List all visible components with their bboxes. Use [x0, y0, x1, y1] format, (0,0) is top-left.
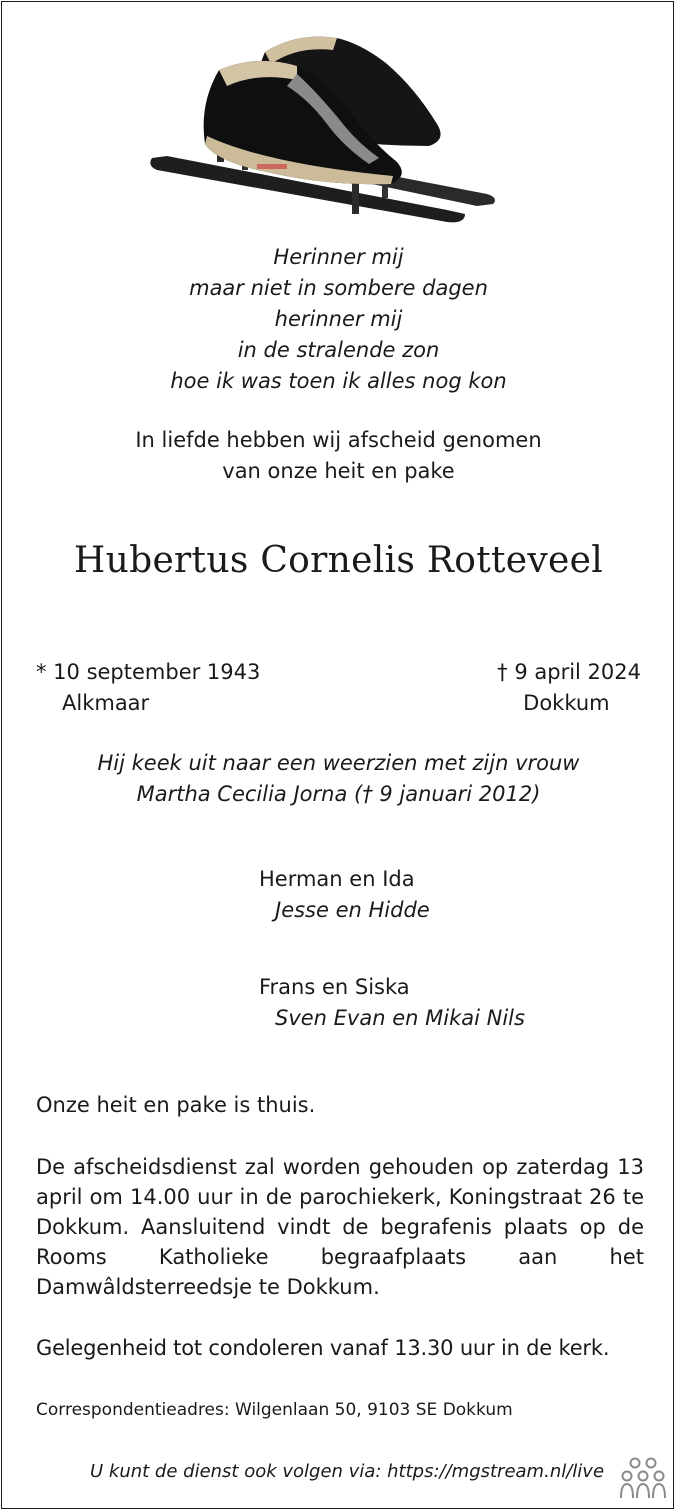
intro-line: van onze heit en pake	[222, 459, 455, 483]
intro-text	[2, 425, 675, 487]
reunion-text	[2, 748, 675, 810]
people-group-logo-icon	[620, 1456, 666, 1500]
reunion-line: Martha Cecilia Jorna († 9 januari 2012)	[136, 782, 541, 806]
deceased-name: Hubertus Cornelis Rotteveel	[73, 540, 604, 581]
death-place: Dokkum	[523, 691, 610, 715]
service-text: De afscheidsdienst zal worden gehouden op zaterdag 13 april om 14.00 uur in de parochiekerk, Koningstraat 26 te Dokkum. Aansluitend vindt de begrafenis plaats op de Rooms Katholieke begraafplaats aan het Damwâldsterreedsje te Dokkum.	[36, 1155, 644, 1299]
death-date: † 9 april 2024	[497, 660, 641, 684]
death-info	[497, 657, 641, 719]
poem-line: hoe ik was toen ik alles nog kon	[170, 369, 507, 393]
birth-info	[36, 657, 260, 719]
home-text: Onze heit en pake is thuis.	[36, 1093, 316, 1117]
reunion-line: Hij keek uit naar een weerzien met zijn vrouw	[97, 751, 580, 775]
birth-date: * 10 september 1943	[36, 660, 261, 684]
poem-line: in de stralende zon	[237, 338, 440, 362]
family-group	[259, 972, 525, 1034]
condolence-text: Gelegenheid tot condoleren vanaf 13.30 uur in de kerk.	[36, 1336, 610, 1360]
correspondence-address: Correspondentieadres: Wilgenlaan 50, 9103 SE Dokkum	[36, 1400, 513, 1420]
family-children: Sven Evan en Mikai Nils	[275, 1006, 525, 1030]
obituary-card	[1, 1, 674, 1509]
birth-place: Alkmaar	[62, 691, 150, 715]
poem	[2, 242, 675, 397]
stream-footer: U kunt de dienst ook volgen via: https://mgstream.nl/live	[90, 1461, 605, 1482]
family-parents: Frans en Siska	[259, 975, 410, 999]
family-children: Jesse en Hidde	[275, 898, 430, 922]
intro-line: In liefde hebben wij afscheid genomen	[135, 428, 542, 452]
poem-line: Herinner mij	[273, 245, 404, 269]
speed-skates-image	[147, 24, 507, 234]
family-parents: Herman en Ida	[259, 867, 415, 891]
poem-line: maar niet in sombere dagen	[189, 276, 488, 300]
poem-line: herinner mij	[274, 307, 403, 331]
family-group	[259, 864, 430, 926]
